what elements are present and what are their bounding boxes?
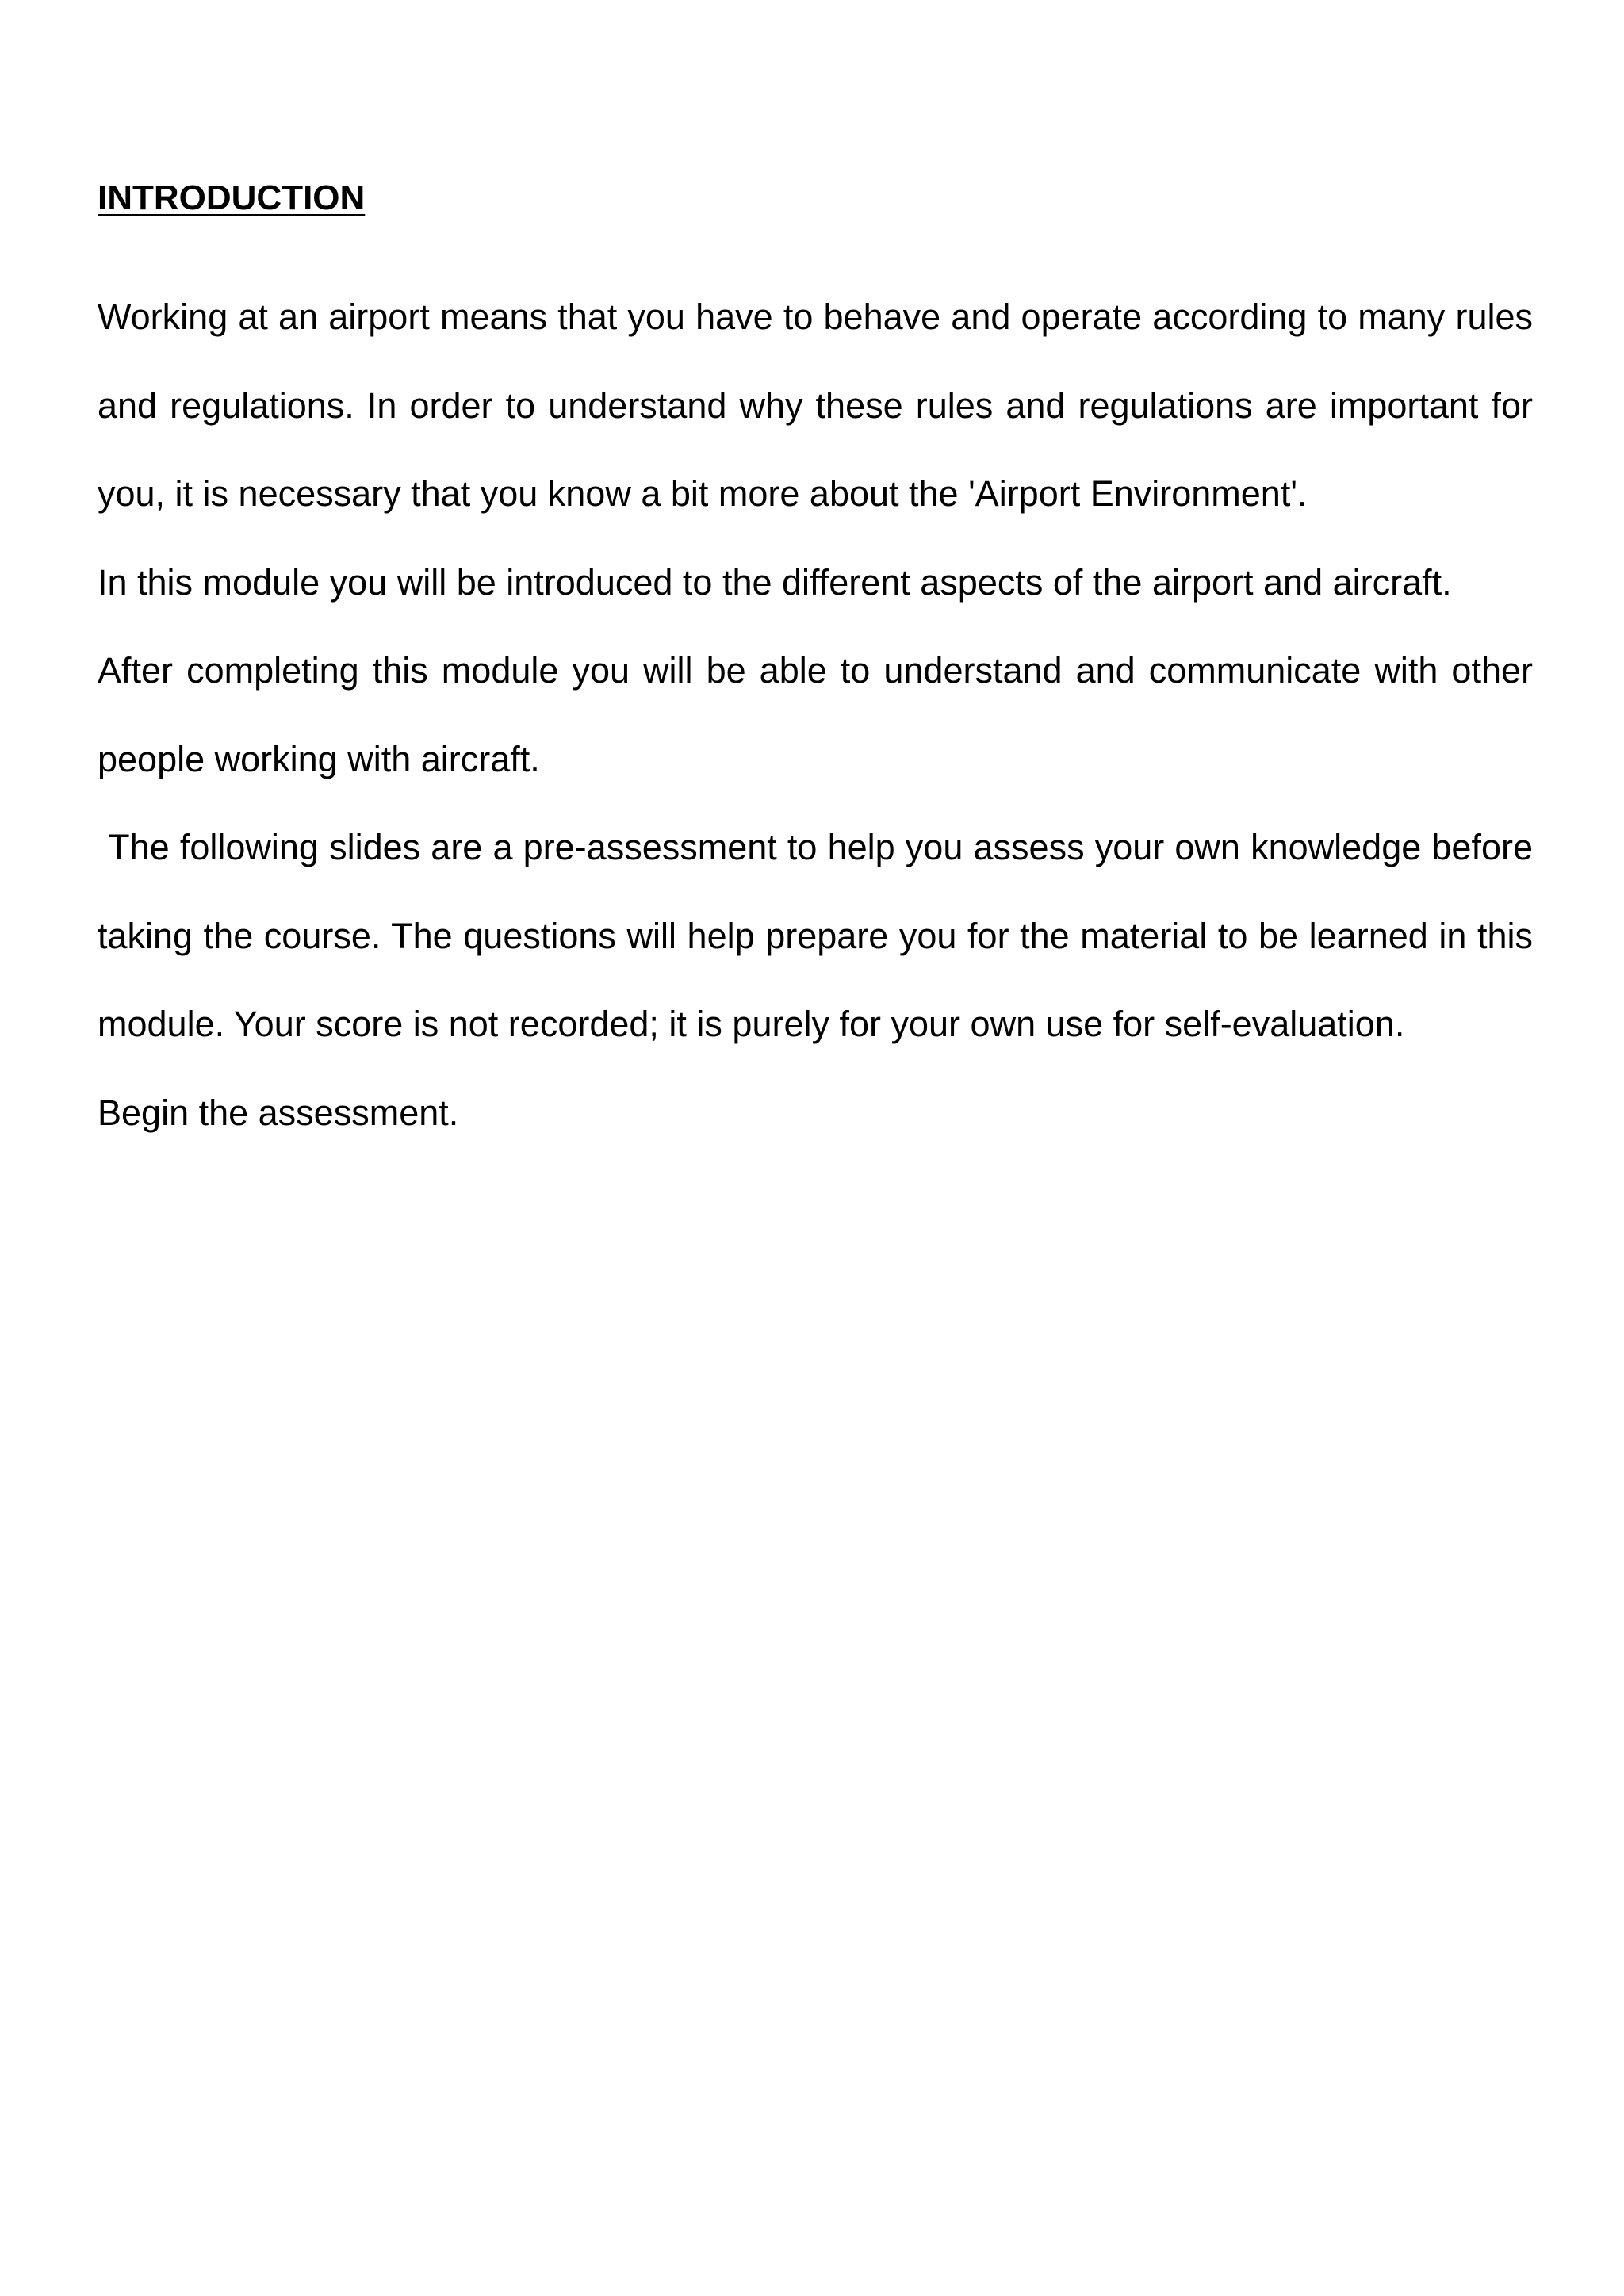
- paragraph-pre-assessment: The following slides are a pre-assessment to help you assess your own knowledge before taking the course. The questions will help prepare you for the material to be learned in this module. Your score is not recorded; it is purely for your own use for self-evaluation.: [98, 827, 1543, 1044]
- paragraph-begin: Begin the assessment.: [98, 1092, 459, 1133]
- paragraph-intro: Working at an airport means that you have to behave and operate according to many rules and regulations. In order to understand why these rules and regulations are important for you, it is necessary that you know a bit more about the 'Airport Environment'.: [98, 297, 1543, 514]
- paragraph-module-overview: In this module you will be introduced to the different aspects of the airport and aircraft.: [98, 561, 1452, 603]
- section-heading: INTRODUCTION: [98, 178, 366, 217]
- document-content: [98, 176, 1543, 1157]
- paragraph-outcome: After completing this module you will be able to understand and communicate with other people working with aircraft.: [98, 650, 1543, 779]
- body-text: [98, 273, 1543, 1157]
